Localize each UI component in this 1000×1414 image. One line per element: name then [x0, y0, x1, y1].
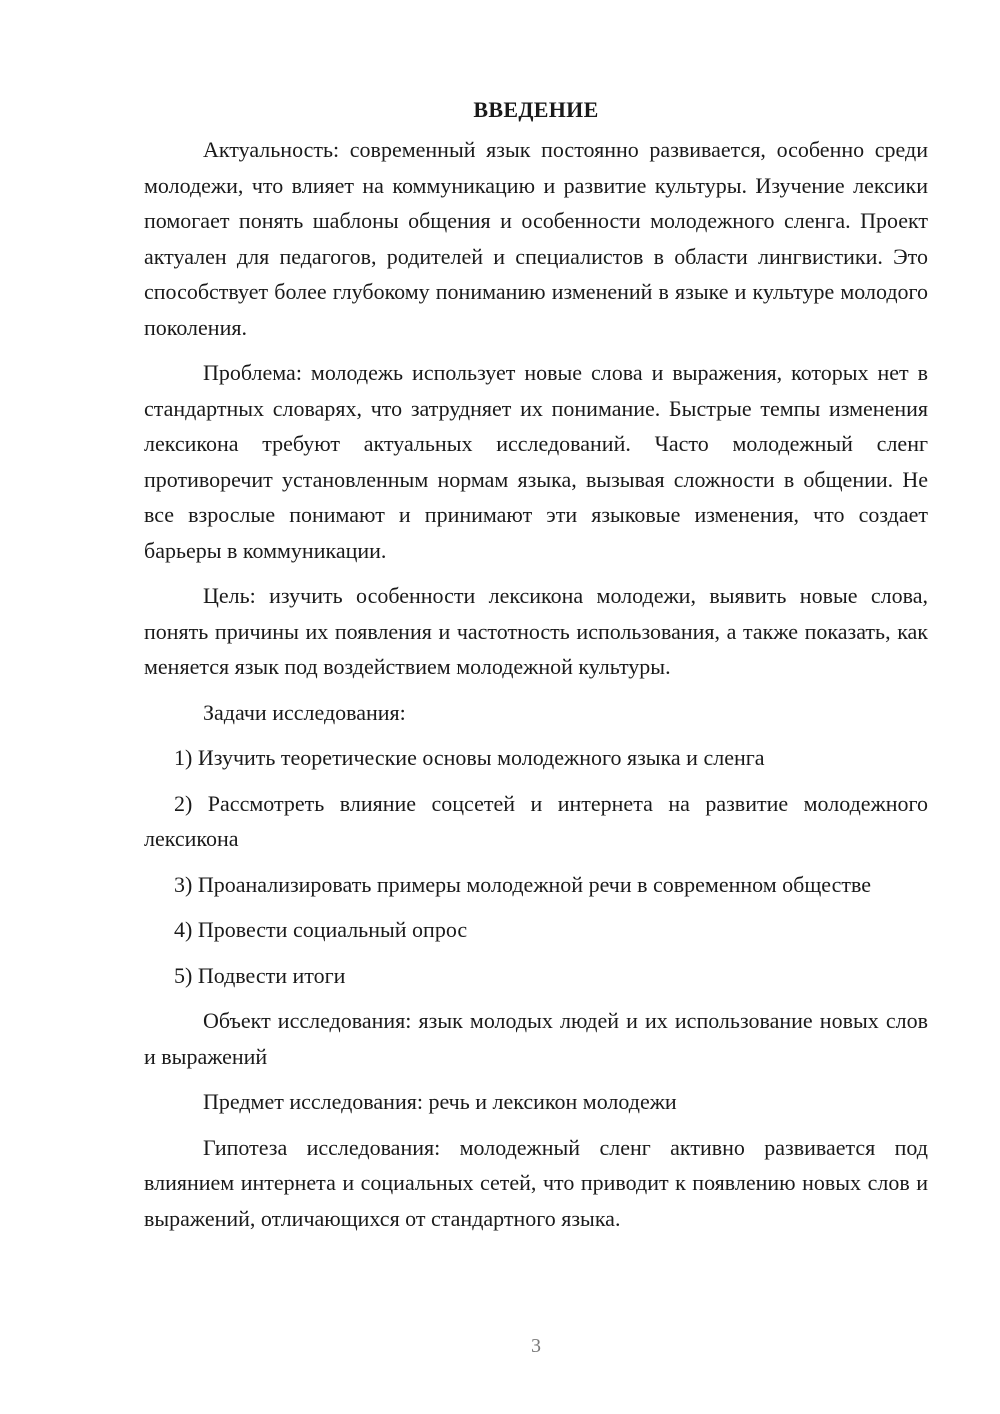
- paragraph-object: Объект исследования: язык молодых людей и их использование новых слов и выражений: [144, 1008, 928, 1069]
- tasks-heading: Задачи исследования:: [203, 699, 406, 725]
- paragraph-goal: Цель: изучить особенности лексикона молодежи, выявить новые слова, понять причины их появления и частотность использования, а также показать, как меняется язык под воздействием молодежной культуры.: [144, 583, 928, 679]
- list-item: 1) Изучить теоретические основы молодежного языка и сленга: [174, 745, 765, 770]
- page-content: [144, 92, 928, 1236]
- list-item: 5) Подвести итоги: [174, 962, 346, 988]
- list-item: 2) Рассмотреть влияние соцсетей и интернета на развитие молодежного лексикона: [144, 790, 928, 851]
- list-item: 3) Проанализировать примеры молодежной речи в современном обществе: [174, 871, 872, 897]
- page-title: ВВЕДЕНИЕ: [473, 97, 599, 122]
- paragraph-subject: Предмет исследования: речь и лексикон молодежи: [203, 1089, 677, 1114]
- paragraph-hypothesis: Гипотеза исследования: молодежный сленг активно развивается под влиянием интернета и социальных сетей, что приводит к появлению новых слов и выражений, отличающихся от стандартного языка.: [144, 1134, 928, 1231]
- list-item: 4) Провести социальный опрос: [174, 917, 468, 942]
- paragraph-problem: Проблема: молодежь использует новые слова и выражения, которых нет в стандартных словарях, что затрудняет их понимание. Быстрые темпы изменения лексикона требуют актуальных исследований. Часто молодежный сленг противоречит установленным нормам языка, вызывая сложности в общении. Не все взрослые понимают и принимают эти языковые изменения, что создает барьеры в коммуникации.: [144, 360, 928, 563]
- page-number: 3: [531, 1335, 541, 1357]
- tasks-list: [144, 740, 928, 993]
- paragraph-relevance: Актуальность: современный язык постоянно развивается, особенно среди молодежи, что влияет на коммуникацию и развитие культуры. Изучение лексики помогает понять шаблоны общения и особенности молодежного сленга. Проект актуален для педагогов, родителей и специалистов в области лингвистики. Это способствует более глубокому пониманию изменений в языке и культуре молодого поколения.: [144, 137, 928, 340]
